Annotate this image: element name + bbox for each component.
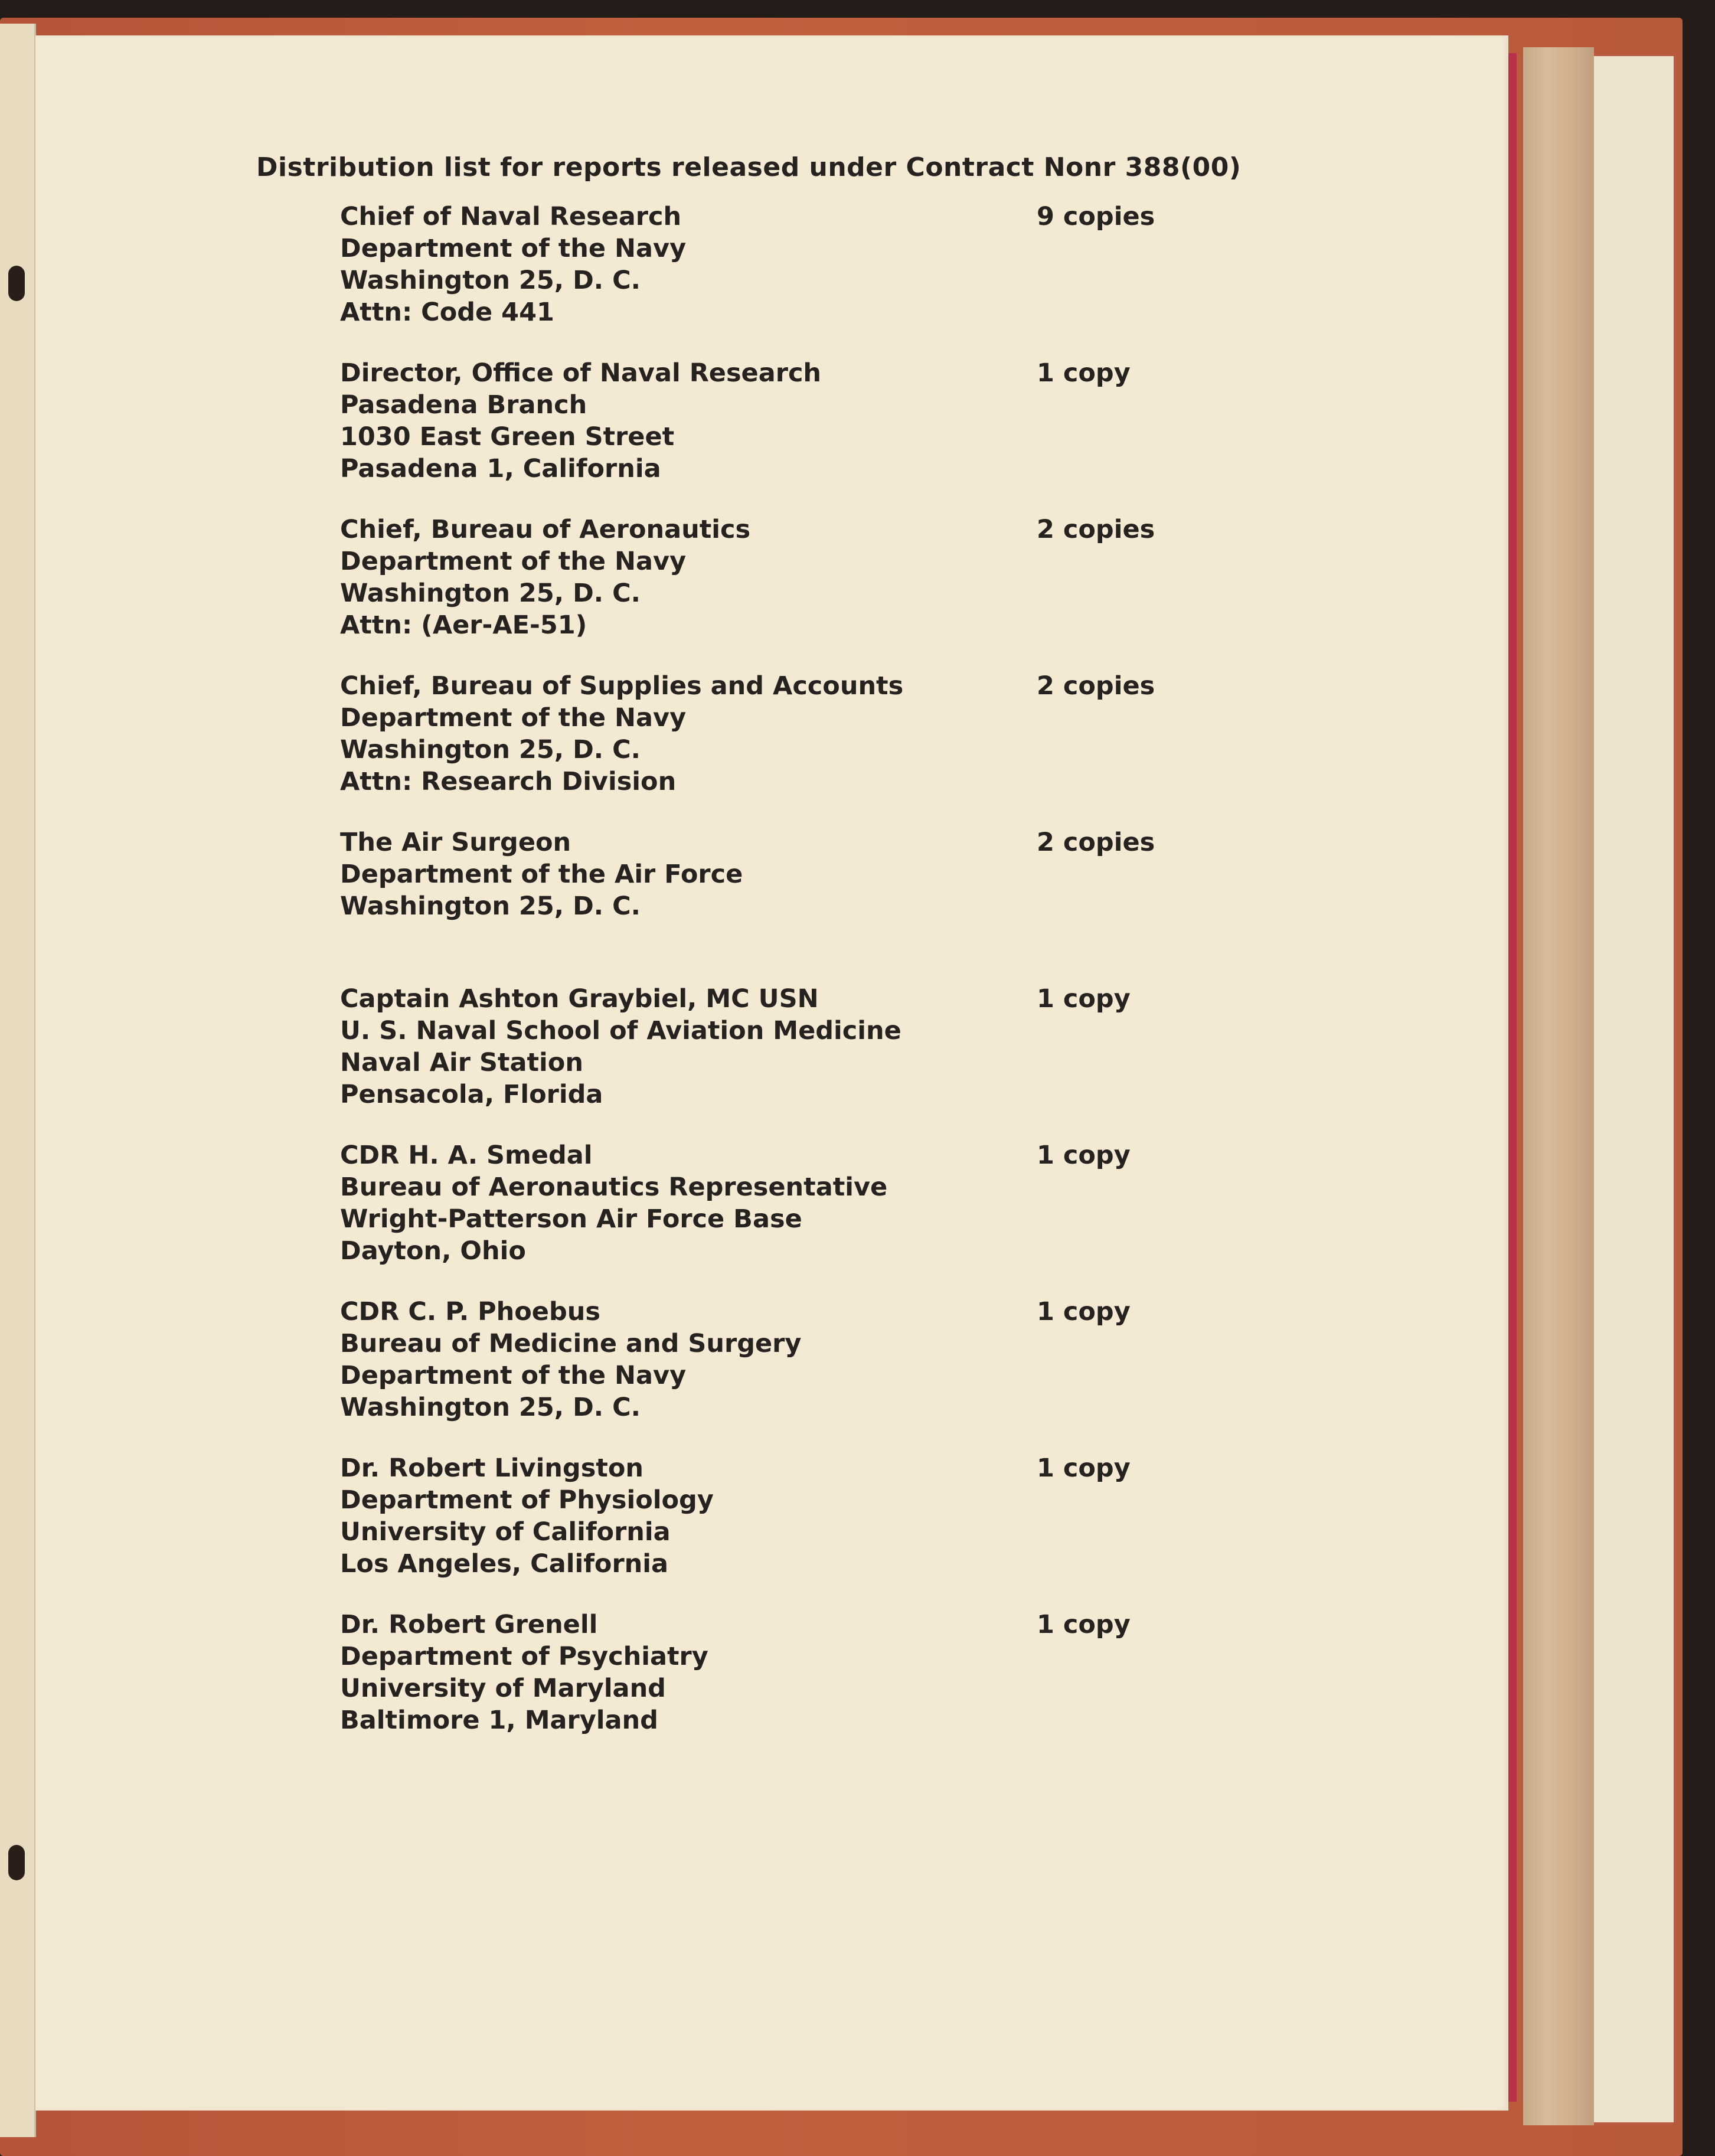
copy-count: 1 copy: [1037, 358, 1131, 388]
copy-count: 1 copy: [1037, 1141, 1131, 1170]
list-item: [340, 1452, 1226, 1609]
list-item: [340, 1609, 1226, 1765]
address-block: [340, 1296, 1001, 1423]
address-block: [340, 983, 1001, 1110]
address-line: CDR H. A. Smedal: [340, 1141, 593, 1170]
address-line: Los Angeles, California: [340, 1549, 669, 1579]
address-line: Department of the Navy: [340, 547, 687, 576]
list-item: [340, 357, 1226, 514]
copy-count: 1 copy: [1037, 1297, 1131, 1327]
list-item: [340, 1139, 1226, 1296]
address-line: University of Maryland: [340, 1674, 666, 1703]
copy-count: 2 copies: [1037, 671, 1155, 701]
address-line: Department of Physiology: [340, 1485, 714, 1515]
address-line: Dr. Robert Livingston: [340, 1453, 644, 1483]
address-line: Pensacola, Florida: [340, 1080, 603, 1109]
address-line: Baltimore 1, Maryland: [340, 1706, 658, 1735]
address-block: [340, 1452, 1001, 1580]
list-item: [340, 1296, 1226, 1452]
address-line: Attn: Research Division: [340, 767, 677, 796]
page-stack-edge: [1523, 47, 1594, 2125]
address-block: [340, 201, 1001, 328]
address-line: Washington 25, D. C.: [340, 266, 641, 295]
address-line: Chief, Bureau of Aeronautics: [340, 515, 751, 544]
address-line: The Air Surgeon: [340, 828, 571, 857]
address-line: Washington 25, D. C.: [340, 1393, 641, 1422]
address-line: CDR C. P. Phoebus: [340, 1297, 600, 1327]
back-page-edge: [1594, 56, 1674, 2122]
address-line: Pasadena Branch: [340, 390, 587, 420]
copy-count: 1 copy: [1037, 984, 1131, 1014]
distribution-list: [340, 201, 1226, 1765]
address-line: Washington 25, D. C.: [340, 891, 641, 921]
address-line: Dayton, Ohio: [340, 1236, 526, 1266]
address-line: Bureau of Medicine and Surgery: [340, 1329, 802, 1358]
address-block: [340, 827, 1001, 922]
address-line: Director, Office of Naval Research: [340, 358, 822, 388]
list-item: [340, 827, 1226, 983]
copy-count: 2 copies: [1037, 515, 1155, 544]
binding-hole-icon: [8, 1845, 25, 1880]
address-line: Chief, Bureau of Supplies and Accounts: [340, 671, 904, 701]
address-block: [340, 1139, 1001, 1267]
binding-hole-icon: [8, 266, 25, 301]
address-line: Wright-Patterson Air Force Base: [340, 1204, 802, 1234]
list-item: [340, 514, 1226, 670]
list-item: [340, 983, 1226, 1139]
address-line: 1030 East Green Street: [340, 422, 675, 452]
list-item: [340, 201, 1226, 357]
address-line: Department of Psychiatry: [340, 1642, 708, 1671]
address-line: U. S. Naval School of Aviation Medicine: [340, 1016, 901, 1046]
address-line: Naval Air Station: [340, 1048, 583, 1077]
address-line: Attn: Code 441: [340, 298, 554, 327]
copy-count: 2 copies: [1037, 828, 1155, 857]
address-line: Attn: (Aer-AE-51): [340, 610, 587, 640]
address-line: Washington 25, D. C.: [340, 735, 641, 765]
address-block: [340, 357, 1001, 485]
list-item: [340, 670, 1226, 827]
copy-count: 9 copies: [1037, 202, 1155, 231]
address-line: Department of the Navy: [340, 1361, 687, 1390]
address-line: Department of the Navy: [340, 234, 687, 263]
address-line: Department of the Navy: [340, 703, 687, 733]
address-line: Bureau of Aeronautics Representative: [340, 1172, 888, 1202]
red-page-edge: [1508, 53, 1517, 2102]
copy-count: 1 copy: [1037, 1453, 1131, 1483]
document-page: [35, 35, 1508, 2111]
copy-count: 1 copy: [1037, 1610, 1131, 1639]
address-line: Pasadena 1, California: [340, 454, 661, 484]
document-body: [35, 35, 1508, 2111]
address-line: Captain Ashton Graybiel, MC USN: [340, 984, 819, 1014]
address-line: Chief of Naval Research: [340, 202, 682, 231]
address-block: [340, 514, 1001, 641]
page-title: Distribution list for reports released under Contract Nonr 388(00): [256, 152, 1242, 182]
address-line: Dr. Robert Grenell: [340, 1610, 598, 1639]
address-block: [340, 670, 1001, 798]
address-block: [340, 1609, 1001, 1736]
left-binding-strip: [0, 24, 36, 2137]
address-line: Department of the Air Force: [340, 860, 743, 889]
address-line: Washington 25, D. C.: [340, 579, 641, 608]
address-line: University of California: [340, 1517, 671, 1547]
